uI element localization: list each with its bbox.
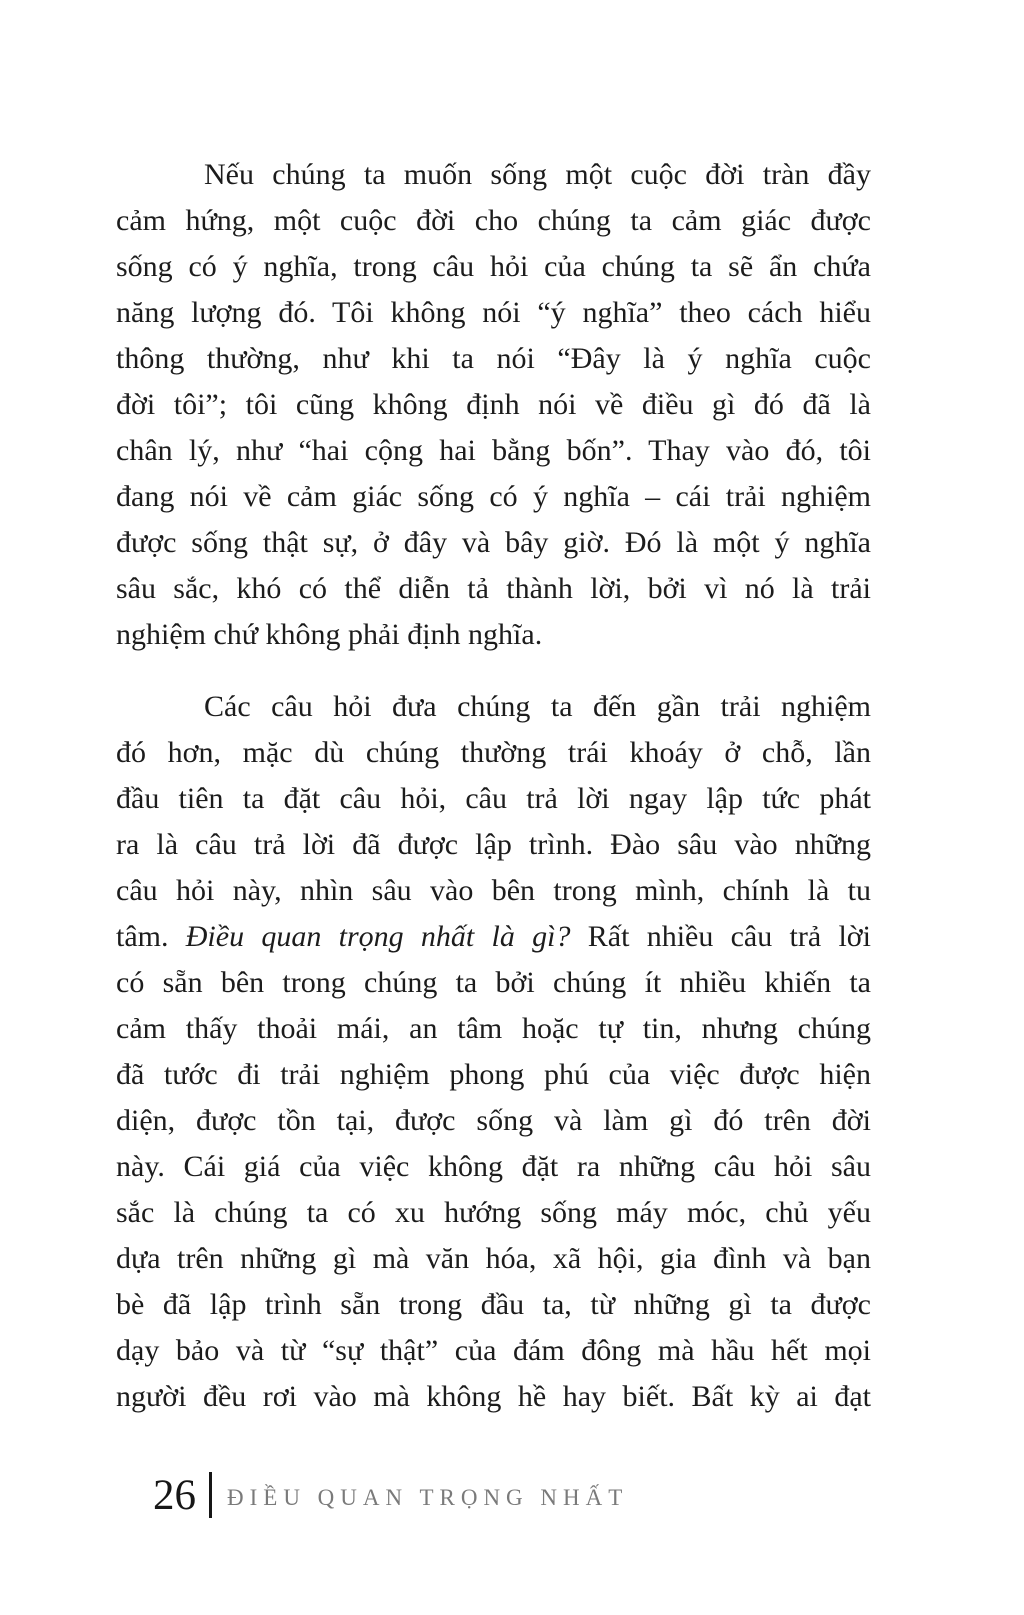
text-line	[116, 1006, 871, 1052]
text-segment: năng lượng đó. Tôi không nói “ý nghĩa” theo cách hiểu	[116, 296, 871, 329]
text-line	[116, 152, 871, 198]
text-segment: đó hơn, mặc dù chúng thường trái khoáy ở chỗ, lần	[116, 736, 871, 769]
text-line	[116, 1098, 871, 1144]
text-segment: Các câu hỏi đưa chúng ta đến gần trải nghiệm	[204, 690, 871, 723]
text-line	[116, 960, 871, 1006]
text-segment: diện, được tồn tại, được sống và làm gì đó trên đời	[116, 1104, 871, 1137]
text-segment: đang nói về cảm giác sống có ý nghĩa – cái trải nghiệm	[116, 480, 871, 513]
text-line	[116, 198, 871, 244]
text-segment: đầu tiên ta đặt câu hỏi, câu trả lời ngay lập tức phát	[116, 782, 871, 815]
text-line	[116, 1190, 871, 1236]
text-line	[116, 244, 871, 290]
text-segment: Rất nhiều câu trả lời	[570, 920, 871, 953]
text-segment: sắc là chúng ta có xu hướng sống máy móc, chủ yếu	[116, 1196, 871, 1229]
text-segment: dạy bảo và từ “sự thật” của đám đông mà hầu hết mọi	[116, 1334, 871, 1367]
text-segment: người đều rơi vào mà không hề hay biết. Bất kỳ ai đạt	[116, 1380, 871, 1413]
text-segment: dựa trên những gì mà văn hóa, xã hội, gia đình và bạn	[116, 1242, 871, 1275]
text-segment: thông thường, như khi ta nói “Đây là ý nghĩa cuộc	[116, 342, 871, 375]
text-line	[116, 382, 871, 428]
text-segment: tâm.	[116, 920, 186, 953]
text-segment: đời tôi”; tôi cũng không định nói về điều gì đó đã là	[116, 388, 871, 421]
page-text-block	[116, 152, 871, 1420]
running-title: ĐIỀU QUAN TRỌNG NHẤT	[227, 1485, 629, 1510]
page-footer	[153, 1472, 628, 1518]
text-line	[116, 868, 871, 914]
text-segment: bè đã lập trình sẵn trong đầu ta, từ những gì ta được	[116, 1288, 871, 1321]
text-line	[116, 1374, 871, 1420]
text-segment: cảm hứng, một cuộc đời cho chúng ta cảm giác được	[116, 204, 871, 237]
text-line	[116, 336, 871, 382]
text-line	[116, 730, 871, 776]
text-line	[116, 1236, 871, 1282]
text-segment: sống có ý nghĩa, trong câu hỏi của chúng ta sẽ ẩn chứa	[116, 250, 871, 283]
text-line	[116, 1144, 871, 1190]
text-line	[116, 822, 871, 868]
text-line	[116, 520, 871, 566]
text-segment: Nếu chúng ta muốn sống một cuộc đời tràn đầy	[204, 158, 871, 191]
text-segment: cảm thấy thoải mái, an tâm hoặc tự tin, nhưng chúng	[116, 1012, 871, 1045]
text-segment: có sẵn bên trong chúng ta bởi chúng ít nhiều khiến ta	[116, 966, 871, 999]
text-line	[116, 776, 871, 822]
text-line	[116, 612, 871, 658]
text-line	[116, 684, 871, 730]
body-paragraph	[116, 684, 871, 1420]
text-line	[116, 914, 871, 960]
text-segment: được sống thật sự, ở đây và bây giờ. Đó là một ý nghĩa	[116, 526, 871, 559]
text-segment: câu hỏi này, nhìn sâu vào bên trong mình, chính là tu	[116, 874, 871, 907]
text-segment: nghiệm chứ không phải định nghĩa.	[116, 618, 543, 651]
text-segment: sâu sắc, khó có thể diễn tả thành lời, bởi vì nó là trải	[116, 572, 871, 605]
text-line	[116, 290, 871, 336]
text-line	[116, 1328, 871, 1374]
body-paragraph	[116, 152, 871, 658]
text-line	[116, 428, 871, 474]
footer-divider	[209, 1472, 212, 1518]
text-line	[116, 1282, 871, 1328]
page-number: 26	[153, 1471, 196, 1519]
text-segment: này. Cái giá của việc không đặt ra những câu hỏi sâu	[116, 1150, 871, 1183]
text-segment: ra là câu trả lời đã được lập trình. Đào sâu vào những	[116, 828, 871, 861]
text-line	[116, 566, 871, 612]
text-segment: đã tước đi trải nghiệm phong phú của việc được hiện	[116, 1058, 871, 1091]
text-line	[116, 474, 871, 520]
text-line	[116, 1052, 871, 1098]
text-segment: chân lý, như “hai cộng hai bằng bốn”. Thay vào đó, tôi	[116, 434, 871, 467]
italic-text-segment: Điều quan trọng nhất là gì?	[185, 920, 571, 953]
